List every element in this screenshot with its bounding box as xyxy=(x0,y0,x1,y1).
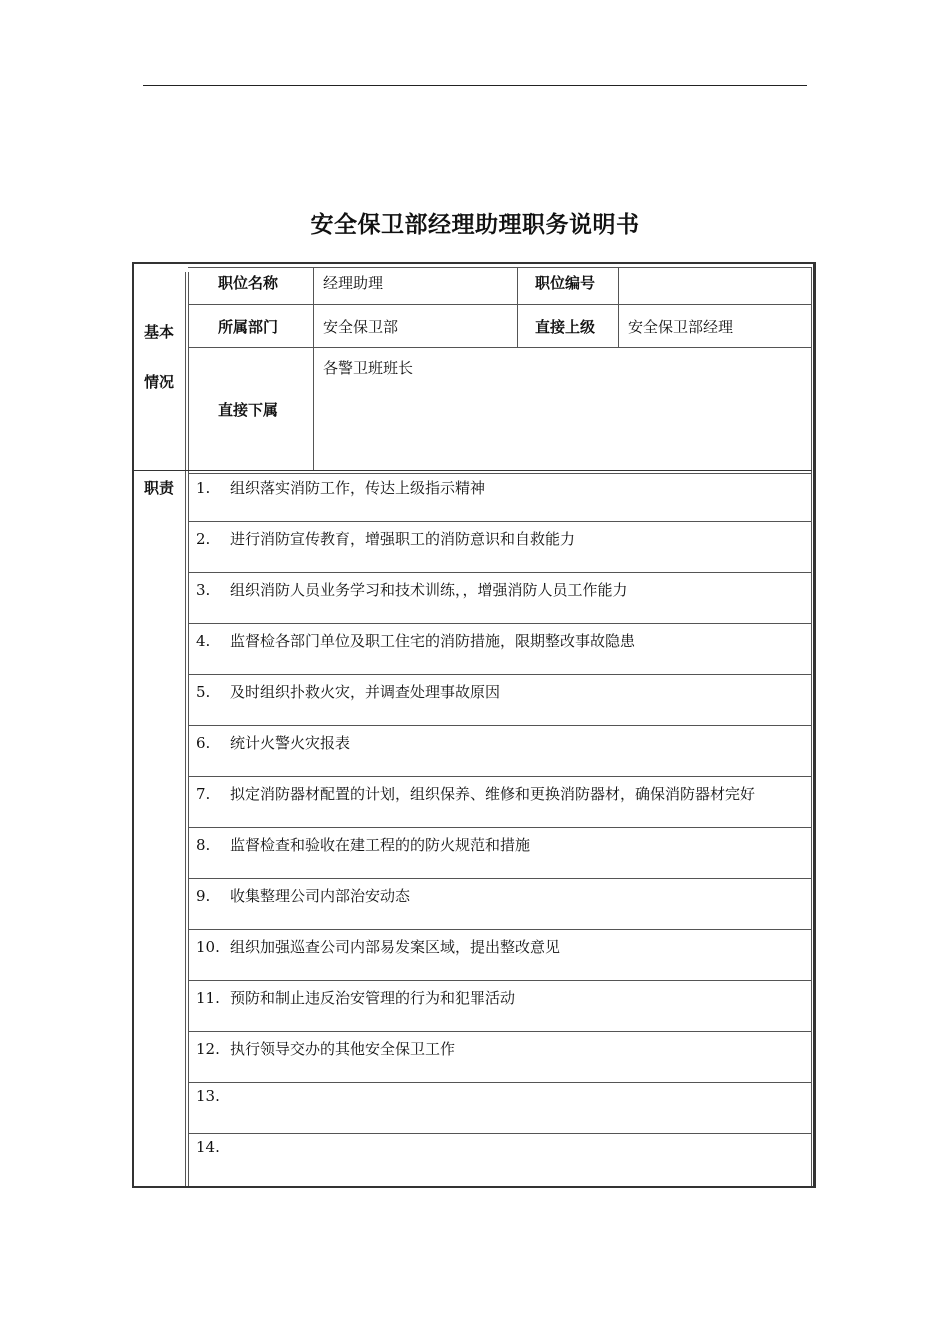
duty-item: 8. 监督检查和验收在建工程的的防火规范和措施 xyxy=(196,836,531,854)
duty-row-divider xyxy=(188,827,812,828)
duty-item: 12. 执行领导交办的其他安全保卫工作 xyxy=(196,1040,456,1058)
duty-row-divider xyxy=(188,674,812,675)
duties-section-label: 职责 xyxy=(144,479,175,497)
section-separator-inner xyxy=(188,473,812,474)
duty-row-divider xyxy=(188,521,812,522)
duty-row-divider xyxy=(188,980,812,981)
basic-section-label: 基本 xyxy=(144,323,175,341)
subordinates-value: 各警卫班班长 xyxy=(323,359,414,377)
duty-item: 3. 组织消防人员业务学习和技术训练，，增强消防人员工作能力 xyxy=(196,581,628,599)
duty-item: 14. xyxy=(196,1138,220,1156)
duty-item: 9. 收集整理公司内部治安动态 xyxy=(196,887,411,905)
basic-section-label-2: 情况 xyxy=(144,373,175,391)
department-label: 所属部门 xyxy=(218,318,279,336)
duty-item: 6. 统计火警火灾报表 xyxy=(196,734,351,752)
position-name-value: 经理助理 xyxy=(323,274,384,292)
basic-row-divider xyxy=(188,347,812,348)
subordinates-label: 直接下属 xyxy=(218,401,279,419)
duty-row-divider xyxy=(188,1082,812,1083)
section-divider-inner xyxy=(188,272,189,1186)
duty-row-divider xyxy=(188,878,812,879)
duty-item: 1. 组织落实消防工作，传达上级指示精神 xyxy=(196,479,486,497)
duty-item: 4. 监督检各部门单位及职工住宅的消防措施，限期整改事故隐患 xyxy=(196,632,636,650)
duty-item: 5. 及时组织扑救火灾，并调查处理事故原因 xyxy=(196,683,501,701)
basic-col-divider xyxy=(517,268,518,347)
basic-col-divider xyxy=(618,268,619,347)
document-title: 安全保卫部经理助理职务说明书 xyxy=(310,212,640,238)
duty-row-divider xyxy=(188,623,812,624)
position-code-label: 职位编号 xyxy=(535,274,596,292)
section-separator xyxy=(134,470,812,471)
section-divider xyxy=(185,272,186,1186)
basic-top-border xyxy=(188,267,812,268)
duty-item: 11. 预防和制止违反治安管理的行为和犯罪活动 xyxy=(196,989,516,1007)
duty-item: 13. xyxy=(196,1087,220,1105)
duty-row-divider xyxy=(188,1133,812,1134)
duty-row-divider xyxy=(188,572,812,573)
duty-row-divider xyxy=(188,776,812,777)
department-value: 安全保卫部 xyxy=(323,318,399,336)
basic-row-divider xyxy=(188,304,812,305)
duty-row-divider xyxy=(188,725,812,726)
duty-item: 7. 拟定消防器材配置的计划，组织保养、维修和更换消防器材，确保消防器材完好 xyxy=(196,785,756,803)
duty-row-divider xyxy=(188,929,812,930)
header-rule xyxy=(143,85,807,86)
supervisor-label: 直接上级 xyxy=(535,318,596,336)
position-name-label: 职位名称 xyxy=(218,274,279,292)
supervisor-value: 安全保卫部经理 xyxy=(628,318,734,336)
basic-col-divider xyxy=(313,268,314,471)
basic-right-border xyxy=(811,268,812,1186)
duty-item: 2. 进行消防宣传教育，增强职工的消防意识和自救能力 xyxy=(196,530,576,548)
duty-item: 10. 组织加强巡查公司内部易发案区域，提出整改意见 xyxy=(196,938,561,956)
duty-row-divider xyxy=(188,1031,812,1032)
